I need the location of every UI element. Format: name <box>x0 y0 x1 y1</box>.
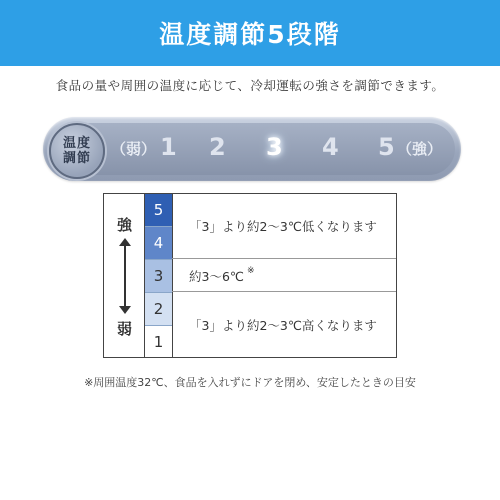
level-cell-2: 2 <box>145 293 172 326</box>
level-cell-5: 5 <box>145 194 172 227</box>
row-mid-text: 約3～6℃ <box>189 268 244 284</box>
level-cell-3: 3 <box>145 260 172 293</box>
strong-label: 強 <box>117 216 133 234</box>
header-banner <box>0 0 500 66</box>
level-table <box>103 193 397 358</box>
row-low-text: 「3」より約2～3℃低くなります <box>189 219 377 234</box>
dial-label-line1: 温度 <box>62 136 91 151</box>
level-cell-4: 4 <box>145 227 172 260</box>
level-cell-1: 1 <box>145 326 172 357</box>
weak-indicator-label: （弱） <box>111 140 157 158</box>
arrow-line <box>124 242 126 310</box>
temperature-adjust-button[interactable] <box>49 123 105 179</box>
level-column <box>144 194 173 357</box>
footnote: ※周囲温度32℃、食品を入れずにドアを閉め、安定したときの目安 <box>84 376 416 389</box>
level-indicator-5: 5 <box>378 133 395 161</box>
table-row-high <box>172 293 396 357</box>
arrow-down-icon <box>119 306 131 314</box>
level-indicator-1: 1 <box>160 133 177 161</box>
level-indicator-2: 2 <box>209 133 226 161</box>
level-indicator-3: 3 <box>266 133 283 161</box>
strength-axis <box>104 194 144 357</box>
table-row-low <box>172 194 396 259</box>
row-mid-note: ※ <box>246 265 255 276</box>
level-indicator-4: 4 <box>322 133 339 161</box>
table-row-mid <box>172 260 396 292</box>
dial-label-line2: 調節 <box>62 151 91 166</box>
subtitle-text: 食品の量や周囲の温度に応じて、冷却運転の強さを調節できます。 <box>55 78 445 93</box>
row-high-text: 「3」より約2～3℃高くなります <box>189 318 377 333</box>
weak-label: 弱 <box>117 320 133 338</box>
strong-indicator-label: （強） <box>397 140 443 158</box>
page-title: 温度調節5段階 <box>159 20 341 49</box>
